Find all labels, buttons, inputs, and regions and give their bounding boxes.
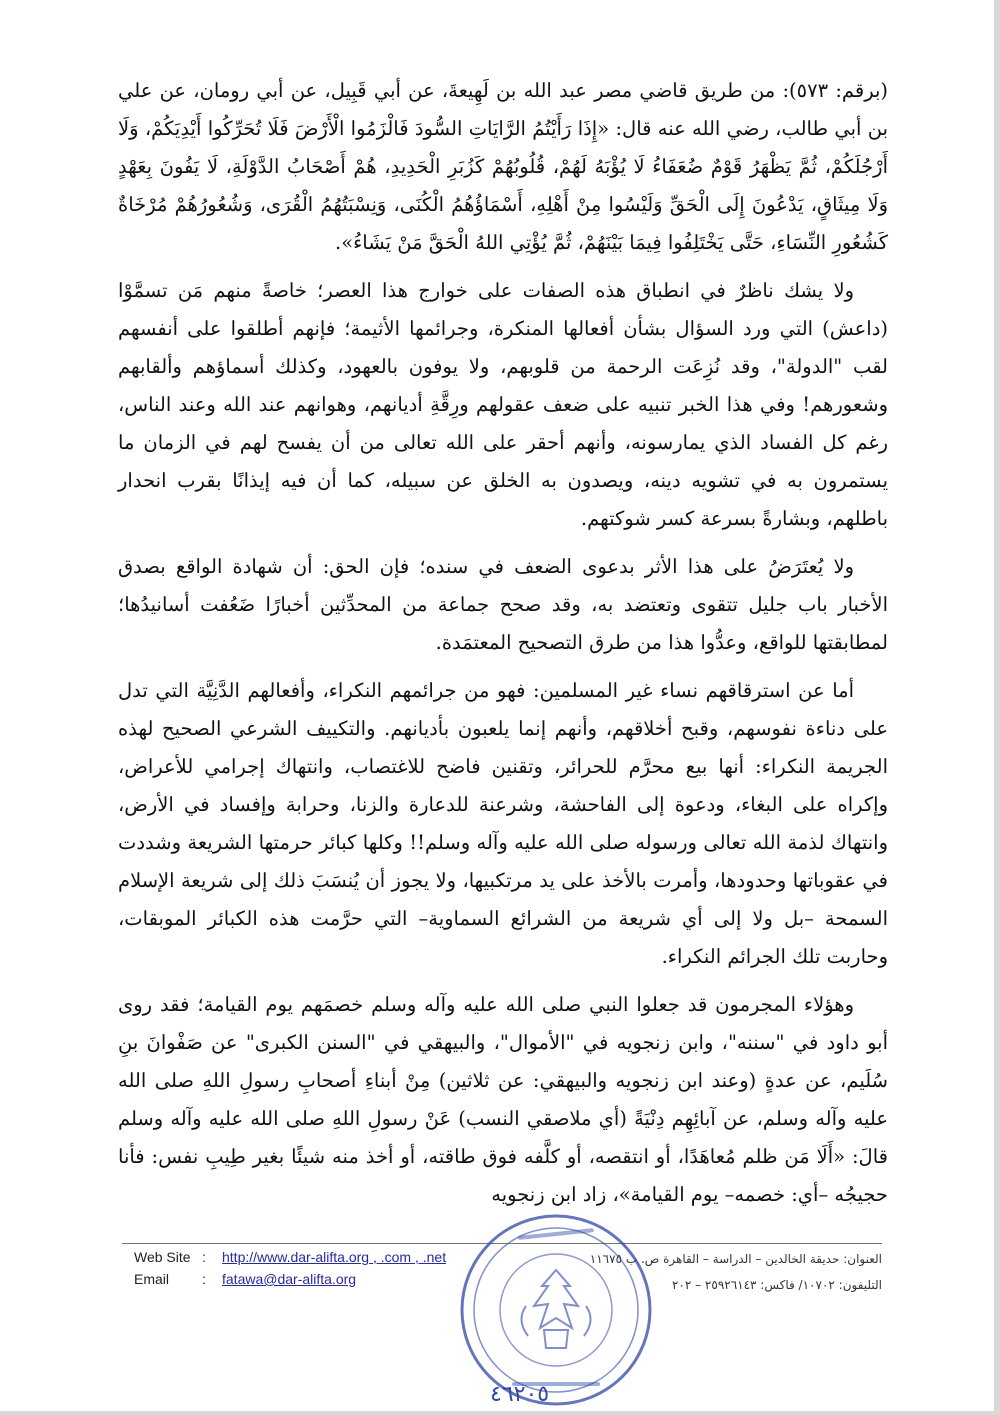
separator: : [202,1249,206,1265]
website-row [134,1246,446,1268]
commentary-paragraph: ولا يشك ناظرٌ في انطباق هذه الصفات على خوارج هذا العصر؛ خاصةً منهم مَن تسمَّوْا (داعش) التي ورد السؤال بشأن أفعالها المنكرة، وجرائمها الأثيمة؛ فإنهم أطلقوا على أنفسهم لقب "الدولة"، وقد نُزِعَت الرحمة من قلوبهم، ولا يوفون بالعهود، وكذلك أسماؤهم وألقابهم وشعورهم! وفي هذا الخبر تنبيه على ضعف عقولهم ورِقَّةِ أديانهم، وهوانهم عند الله وعند الناس، رغم كل الفساد الذي يمارسونه، وأنهم أحقر على الله تعالى من أن يفسح لهم في الزمان ما يستمرون به في تشويه دينه، ويصدون به الخلق عن سبيله، كما أن فيه إيذانًا بقرب انحدار باطلهم، وبشارةً بسرعة كسر شوكتهم. [118,279,888,530]
footer-contact [134,1246,446,1290]
page-edge-bottom [0,1411,1000,1415]
website-label: Web Site [134,1249,191,1265]
page-edge-right [994,0,1000,1415]
footer-phone: التليفون: ١٠٧٠٢/ فاكس: ٢٥٩٢٦١٤٣ – ٢٠٢ [671,1278,882,1292]
hadith-citation-paragraph: وهؤلاء المجرمون قد جعلوا النبي صلى الله عليه وآله وسلم خصمَهم يوم القيامة؛ فقد روى أبو داود في "سننه"، وابن زنجويه في "الأموال"، والبيهقي في "السنن الكبرى" عن صَفْوانَ بنِ سُلَيم، عن عدةٍ (وعند ابن زنجويه والبيهقي: عن ثلاثين) مِنْ أبناءِ أصحابِ رسولِ اللهِ صلى الله عليه وآله وسلم، عن آبائِهِم دِنْيَةً (أي ملاصقي النسب) عَنْ رسولِ اللهِ صلى الله عليه وآله وسلم قالَ: «أَلَا مَن ظلم مُعاهَدًا، أو انتقصه، أو كلَّفه فوق طاقته، أو أخذ منه شيئًا بغير طِيبِ نفس: فأنا حجيجُه –أي: خصمه– يوم القيامة»، زاد ابن زنجويه [118,993,888,1206]
dar-alifta-seal-icon [456,1210,656,1410]
chain-weakness-paragraph: ولا يُعتَرَضُ على هذا الأثر بدعوى الضعف في سنده؛ فإن الحق: أن شهادة الواقع بصدق الأخبار باب جليل تتقوى وتعتضد به، وقد صحح جماعة من المحدِّثين أخبارًا ضَعُفت أسانيدُها؛ لمطابقتها للواقع، وعدُّوا هذا من طرق التصحيح المعتمَدة. [118,555,888,654]
email-label: Email [134,1271,170,1287]
enslavement-ruling-paragraph: أما عن استرقاقهم نساء غير المسلمين: فهو من جرائمهم النكراء، وأفعالهم الدَّنِيَّة التي تدل على دناءة نفوسهم، وقبح أخلاقهم، وأنهم إنما يلعبون بأديانهم. والتكييف الشرعي الصحيح لهذه الجريمة النكراء: أنها بيع محرَّم للحرائر، وتقنين فاضح للاغتصاب، وانتهاك إجرامي للأعراض، وإكراه على البغاء، ودعوة إلى الفاحشة، وشرعنة للدعارة والزنا، وحرابة وإفساد في الأرض، وانتهاك لذمة الله تعالى ورسوله صلى الله عليه وآله وسلم!! وكلها كبائر حرمتها الشريعة وشددت في عقوباتها وحدودها، وأمرت بالأخذ على يد مرتكبيها، ولا يجوز أن يُنسَبَ ذلك إلى شريعة الإسلام السمحة –بل ولا إلى أي شريعة من الشرائع السماوية– التي حرَّمت هذه الكبائر الموبقات، وحاربت تلك الجرائم النكراء. [118,679,888,968]
email-link[interactable]: fatawa@dar-alifta.org [222,1271,357,1287]
separator: : [202,1271,206,1287]
hadith-paragraph: (برقم: ٥٧٣): من طريق قاضي مصر عبد الله بن لَهِيعةَ، عن أبي قَبِيل، عن أبي رومان، عن علي بن أبي طالب، رضي الله عنه قال: «إِذَا رَأَيْتُمُ الرَّايَاتِ السُّودَ فَالْزَمُوا الْأَرْضَ فَلَا تُحَرِّكُوا أَيْدِيَكُمْ، وَلَا أَرْجُلَكُمْ، ثُمَّ يَظْهَرُ قَوْمٌ ضُعَفَاءُ لَا يُؤْبَهُ لَهُمْ، قُلُوبُهُمْ كَزُبَرِ الْحَدِيدِ، هُمْ أَصْحَابُ الدَّوْلَةِ، لَا يَفُونَ بِعَهْدٍ وَلَا مِيثَاقٍ، يَدْعُونَ إِلَى الْحَقِّ وَلَيْسُوا مِنْ أَهْلِهِ، أَسْمَاؤُهُمُ الْكُنَى، وَنِسْبَتُهُمُ الْقُرَى، وَشُعُورُهُمْ مُرْخَاةٌ كَشُعُورِ النِّسَاءِ، حَتَّى يَخْتَلِفُوا فِيمَا بَيْنَهُمْ، ثُمَّ يُؤْتِي اللهُ الْحَقَّ مَنْ يَشَاءُ». [118,79,888,254]
email-row [134,1268,446,1290]
fatwa-body-text [118,72,888,1224]
website-link[interactable]: http://www.dar-alifta.org , .com , .net [222,1249,447,1265]
stamp-number: ٤٦٢٠٥ [490,1382,550,1407]
footer-address: العنوان: حديقة الخالدين – الدراسة – القاهرة ص. ب ١١٦٧٥ [589,1252,882,1266]
